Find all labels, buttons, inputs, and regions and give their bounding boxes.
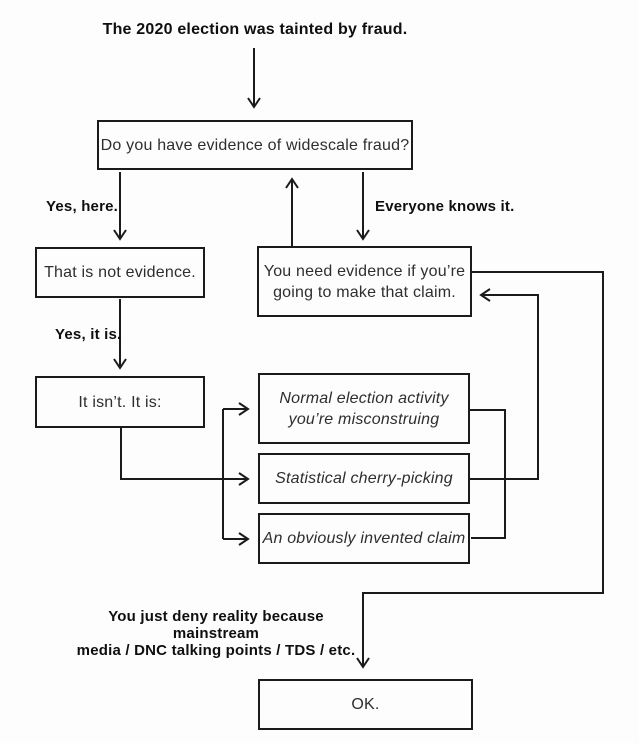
- node-normal-activity-line2: you’re misconstruing: [288, 410, 440, 428]
- edge-label-yes-here: Yes, here.: [46, 198, 119, 215]
- edge-label-deny-reality-line1: You just deny reality because mainstream: [108, 608, 324, 642]
- node-not-evidence: [35, 247, 205, 298]
- node-need-evidence-line2: going to make that claim.: [273, 283, 456, 301]
- edge-label-deny-reality: [71, 608, 361, 659]
- edge-label-yes-it-is: Yes, it is.: [55, 326, 122, 343]
- node-not-evidence-label: That is not evidence.: [44, 264, 196, 281]
- edge-label-deny-reality-line2: media / DNC talking points / TDS / etc.: [76, 642, 356, 659]
- node-normal-activity: [258, 373, 470, 444]
- node-cherry-picking: [258, 453, 470, 504]
- claim-title: The 2020 election was tainted by fraud.: [102, 21, 408, 38]
- node-invented-claim-label: An obviously invented claim: [262, 530, 466, 547]
- edge-label-everyone-knows: Everyone knows it.: [375, 198, 515, 215]
- node-question-label: Do you have evidence of widescale fraud?: [100, 136, 410, 154]
- edge-it-isnt-to-cherry-picking: [121, 428, 247, 479]
- node-need-evidence-line1: You need evidence if you’re: [263, 262, 466, 280]
- edge-normal-invented-bracket: [470, 410, 505, 538]
- node-question: [97, 120, 413, 170]
- node-ok: [258, 679, 473, 730]
- node-it-isnt-label: It isn’t. It is:: [78, 393, 162, 411]
- node-cherry-picking-label: Statistical cherry-picking: [275, 470, 453, 487]
- node-it-isnt: [35, 376, 205, 428]
- node-need-evidence: [257, 246, 472, 317]
- node-invented-claim: [258, 513, 470, 564]
- node-normal-activity-line1: Normal election activity: [279, 389, 449, 407]
- node-ok-label: OK.: [351, 696, 380, 713]
